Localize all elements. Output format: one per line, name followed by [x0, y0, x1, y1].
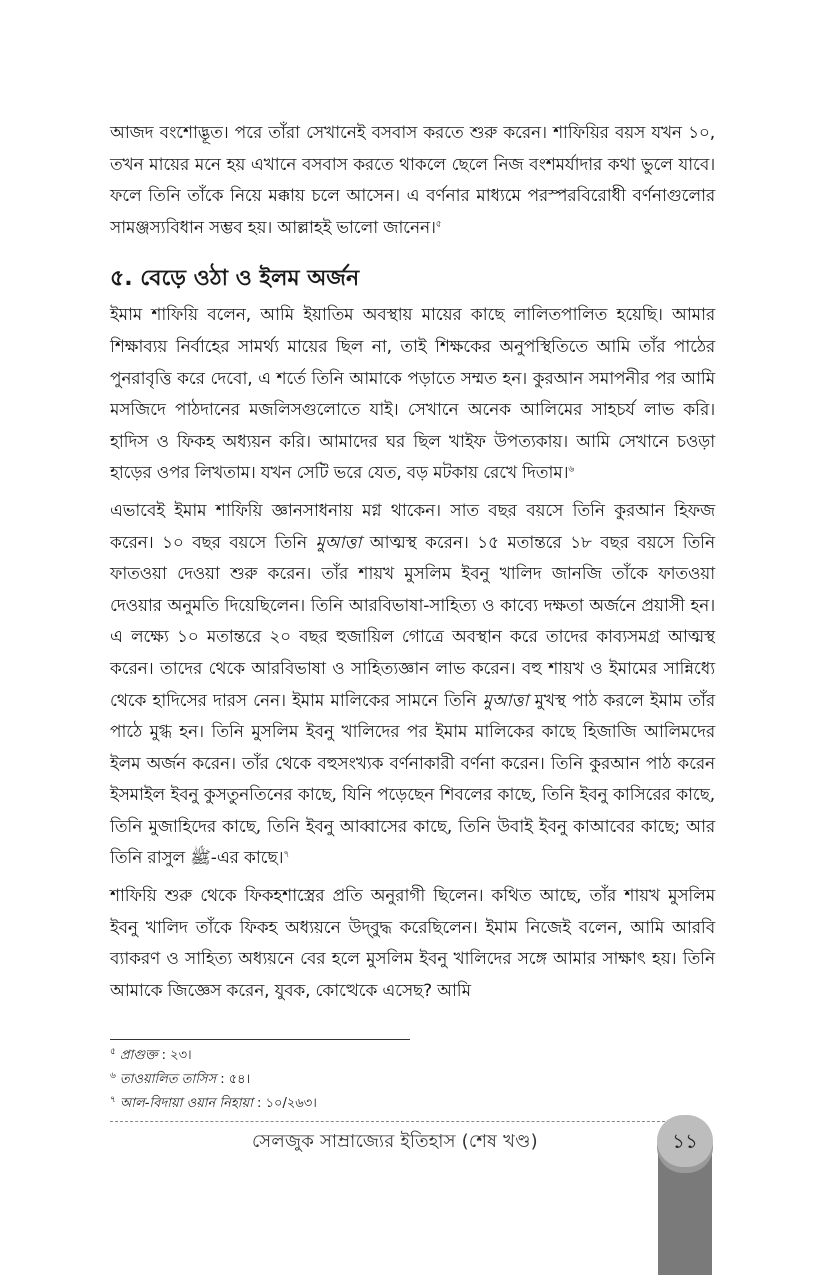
book-title-muatta: মুআত্তা [315, 532, 362, 553]
footnote-source-ref: : ২৩। [157, 1048, 192, 1063]
footnote-ref-6[interactable]: ৬ [568, 464, 575, 475]
page-body [110, 118, 715, 1013]
footnote-item [110, 1044, 710, 1068]
paragraph-2 [110, 300, 715, 490]
footnote-ref-7[interactable]: ৭ [283, 849, 290, 860]
paragraph-1-text: আজদ বংশোদ্ভূত। পরে তাঁরা সেখানেই বসবাস করতে শুরু করেন। শাফিয়ির বয়স যখন ১০, তখন মায়ের মনে হয় এখানে বসবাস করতে থাকলে ছেলে নিজ বংশমর্যাদার কথা ভুলে যাবে। ফলে তিনি তাঁকে নিয়ে মক্কায় চলে আসেন। এ বর্ণনার মাধ্যমে পরস্পরবিরোধী বর্ণনাগুলোর সামঞ্জস্যবিধান সম্ভব হয়। আল্লাহই ভালো জানেন। [110, 123, 715, 238]
running-footer-title: সেলজুক সাম্রাজ্যের ইতিহাস (শেষ খণ্ড) [252, 1131, 538, 1152]
paragraph-3-text-e: মুখস্থ পাঠ করলে ইমাম তাঁর পাঠে মুগ্ধ হন। তিনি মুসলিম ইবনু খালিদের পর ইমাম মালিকের কাছে হিজাজি আলিমদের ইলম অর্জন করেন। তাঁর থেকে বহুসংখ্যক বর্ণনাকারী বর্ণনা করেন। তিনি কুরআন পাঠ করেন ইসমাইল ইবনু কুসতুনতিনের কাছে, যিনি পড়েছেন শিবলের কাছে, তিনি ইবনু কাসিরের কাছে, তিনি মুজাহিদের কাছে, তিনি ইবনু আব্বাসের কাছে, তিনি উবাই ইবনু কাআবের কাছে; আর তিনি রাসুল ﷺ-এর কাছে। [110, 690, 715, 869]
footnote-item [110, 1092, 710, 1116]
footnote-number: ৭ [110, 1094, 116, 1105]
paragraph-2-text: ইমাম শাফিয়ি বলেন, আমি ইয়াতিম অবস্থায় মায়ের কাছে লালিতপালিত হয়েছি। আমার শিক্ষাব্যয় নির্বাহের সামর্থ্য মায়ের ছিল না, তাই শিক্ষকের অনুপস্থিতিতে আমি তাঁর পাঠের পুনরাবৃত্তি করে দেবো, এ শর্তে তিনি আমাকে পড়াতে সম্মত হন। কুরআন সমাপনীর পর আমি মসজিদে পাঠদানের মজলিসগুলোতে যাই। সেখানে অনেক আলিমের সাহচর্য লাভ করি। হাদিস ও ফিকহ অধ্যয়ন করি। আমাদের ঘর ছিল খাইফ উপত্যকায়। আমি সেখানে চওড়া হাড়ের ওপর লিখতাম। যখন সেটি ভরে যেত, বড় মটকায় রেখে দিতাম। [110, 305, 715, 484]
section-heading: ৫. বেড়ে ওঠা ও ইলম অর্জন [110, 266, 360, 292]
page-number: ১১ [657, 1115, 713, 1167]
footnote-item [110, 1068, 710, 1092]
footnote-source-title: তাওয়ালিত তাসিস [119, 1072, 217, 1087]
footnote-source-ref: : ১০/২৬৩। [252, 1096, 317, 1111]
paragraph-3-text-c: আত্মস্থ করেন। ১৫ মতান্তরে ১৮ বছর বয়সে তিনি ফাতওয়া দেওয়া শুরু করেন। তাঁর শায়খ মুসলিম ইবনু খালিদ জানজি তাঁকে ফাতওয়া দেওয়ার অনুমতি দিয়েছিলেন। তিনি আরবিভাষা-সাহিত্য ও কাব্যে দক্ষতা অর্জনে প্রয়াসী হন। এ লক্ষ্যে ১০ মতান্তরে ২০ বছর হুজায়িল গোত্রে অবস্থান করে তাদের কাব্যসমগ্র আত্মস্থ করেন। তাদের থেকে আরবিভাষা ও সাহিত্যজ্ঞান লাভ করেন। বহু শায়খ ও ইমামের সান্নিধ্যে থেকে হাদিসের দারস নেন। ইমাম মালিকের সামনে তিনি [110, 532, 715, 711]
paragraph-1 [110, 118, 715, 244]
footnote-divider [110, 1039, 410, 1040]
footer-divider [110, 1121, 670, 1122]
footnote-number: ৬ [110, 1070, 116, 1081]
book-title-muatta-2: মুআত্তা [482, 690, 529, 711]
footnote-source-title: প্রাগুক্ত [119, 1048, 158, 1063]
footnote-number: ৫ [110, 1046, 116, 1057]
paragraph-3 [110, 496, 715, 875]
paragraph-4 [110, 881, 715, 1007]
footnote-ref-5[interactable]: ৫ [435, 219, 442, 230]
footnote-source-ref: : ৫৪। [216, 1072, 251, 1087]
paragraph-4-text: শাফিয়ি শুরু থেকে ফিকহশাস্ত্রের প্রতি অনুরাগী ছিলেন। কথিত আছে, তাঁর শায়খ মুসলিম ইবনু খালিদ তাঁকে ফিকহ অধ্যয়নে উদ্‌বুদ্ধ করেছিলেন। ইমাম নিজেই বলেন, আমি আরবি ব্যাকরণ ও সাহিত্য অধ্যয়নে বের হলে মুসলিম ইবনু খালিদের সঙ্গে আমার সাক্ষাৎ হয়। তিনি আমাকে জিজ্ঞেস করেন, যুবক, কোত্থেকে এসেছ? আমি [110, 886, 715, 1001]
footnote-source-title: আল-বিদায়া ওয়ান নিহায়া [119, 1096, 253, 1111]
paragraph-3-text-a: এভাবেই ইমাম শাফিয়ি জ্ঞানসাধনায় মগ্ন থাকেন। সাত বছর বয়সে তিনি কুরআন হিফজ করেন। ১০ বছর বয়সে তিনি [110, 500, 715, 553]
footnotes [110, 1044, 710, 1116]
